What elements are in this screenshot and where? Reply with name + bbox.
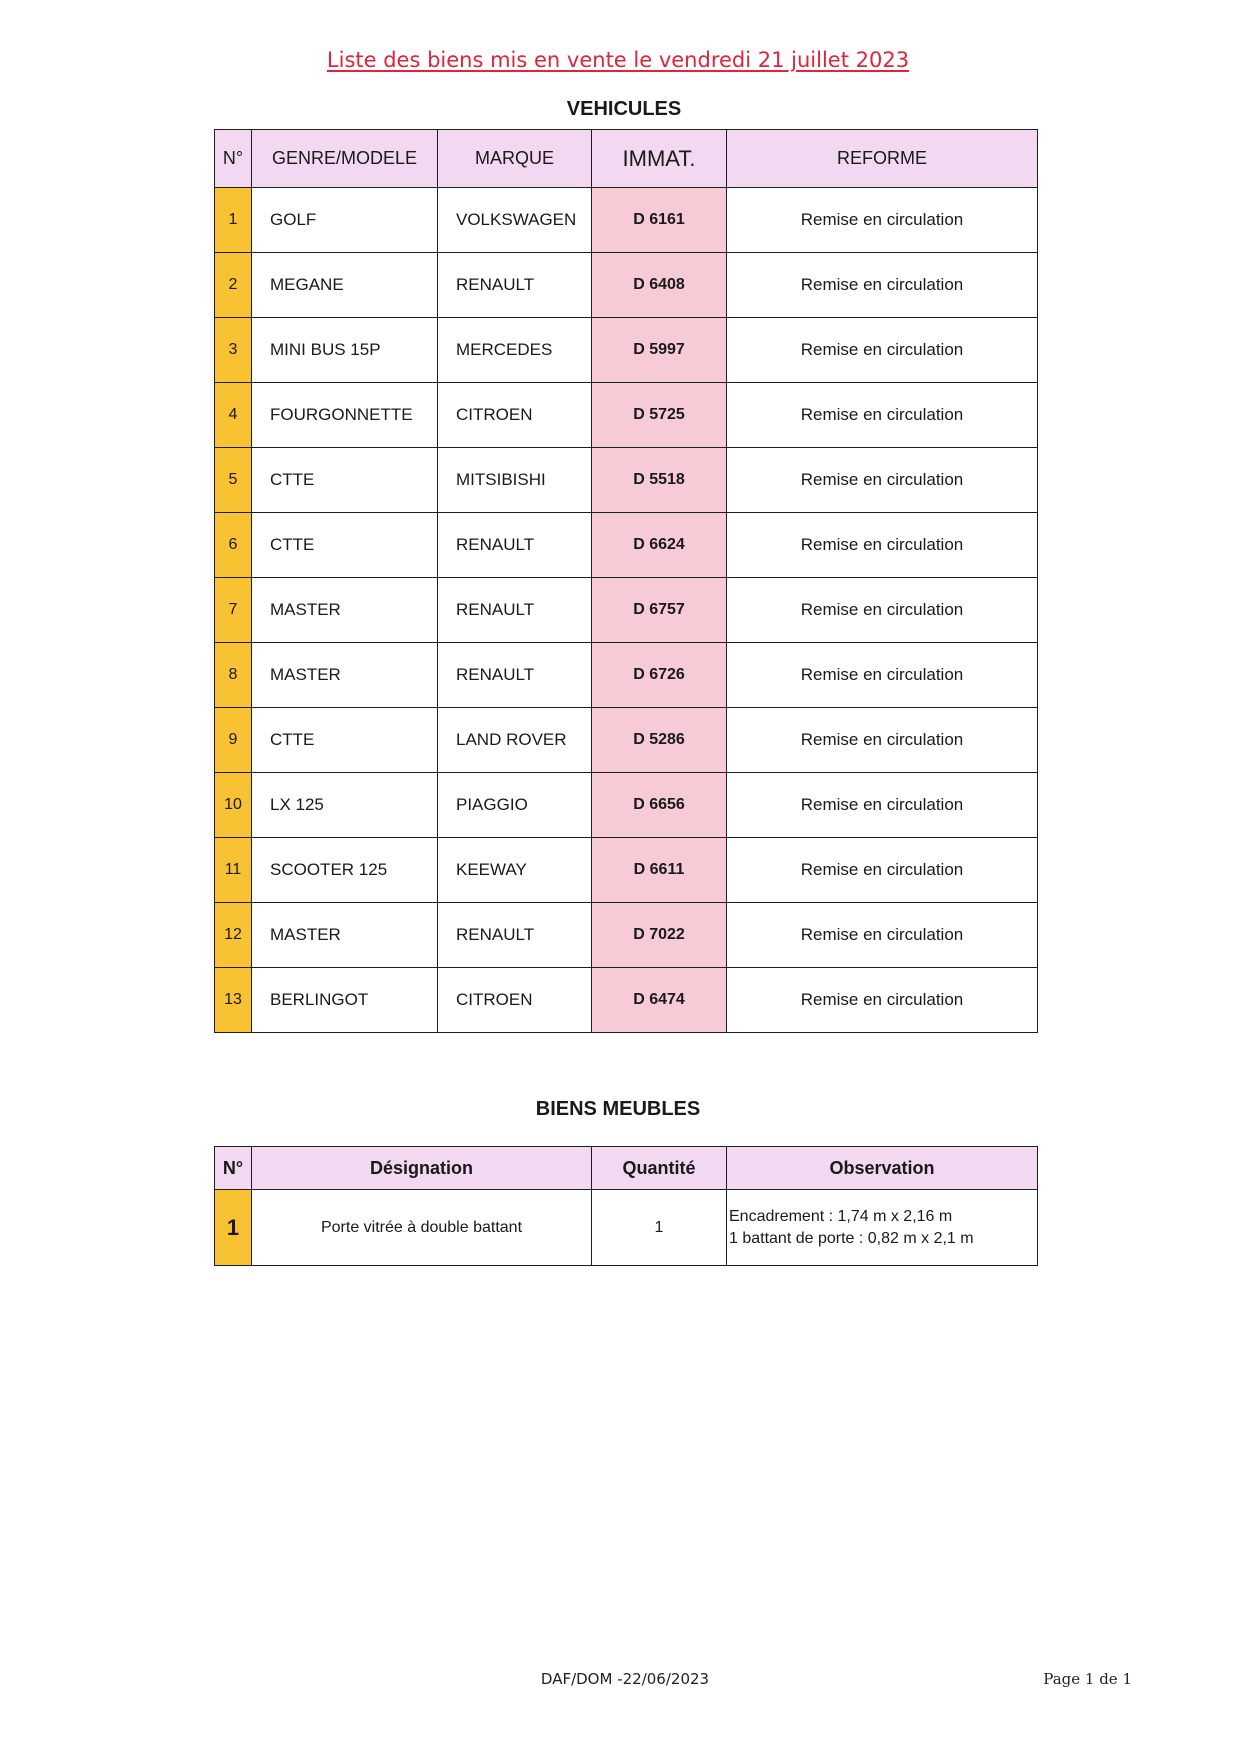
observation-line: Encadrement : 1,74 m x 2,16 m bbox=[729, 1207, 953, 1225]
row-immat: D 7022 bbox=[592, 903, 727, 968]
row-model: MASTER bbox=[252, 643, 438, 708]
furniture-header-row bbox=[215, 1147, 1038, 1190]
row-num: 7 bbox=[215, 578, 252, 643]
row-immat: D 5518 bbox=[592, 448, 727, 513]
table-row bbox=[215, 448, 1038, 513]
row-model: CTTE bbox=[252, 513, 438, 578]
row-reform: Remise en circulation bbox=[727, 708, 1038, 773]
row-num: 3 bbox=[215, 318, 252, 383]
row-brand: RENAULT bbox=[438, 253, 592, 318]
row-reform: Remise en circulation bbox=[727, 903, 1038, 968]
table-row bbox=[215, 838, 1038, 903]
row-num: 10 bbox=[215, 773, 252, 838]
row-immat: D 5725 bbox=[592, 383, 727, 448]
row-immat: D 6161 bbox=[592, 188, 727, 253]
row-reform: Remise en circulation bbox=[727, 578, 1038, 643]
furniture-section-title: BIENS MEUBLES bbox=[535, 1098, 701, 1120]
header-model: GENRE/MODELE bbox=[252, 130, 438, 188]
row-immat: D 6611 bbox=[592, 838, 727, 903]
footer-page-number: Page 1 de 1 bbox=[1043, 1670, 1132, 1688]
header-observation: Observation bbox=[727, 1147, 1038, 1190]
row-num: 5 bbox=[215, 448, 252, 513]
header-num: N° bbox=[215, 130, 252, 188]
row-brand: MITSIBISHI bbox=[438, 448, 592, 513]
row-reform: Remise en circulation bbox=[727, 838, 1038, 903]
row-model: MEGANE bbox=[252, 253, 438, 318]
table-row bbox=[215, 708, 1038, 773]
row-reform: Remise en circulation bbox=[727, 513, 1038, 578]
row-num: 13 bbox=[215, 968, 252, 1033]
furniture-table bbox=[214, 1146, 1038, 1266]
footer-reference: DAF/DOM -22/06/2023 bbox=[540, 1670, 710, 1688]
page-title: Liste des biens mis en vente le vendredi 21 juillet 2023 bbox=[326, 48, 910, 72]
table-row bbox=[215, 253, 1038, 318]
row-model: MINI BUS 15P bbox=[252, 318, 438, 383]
row-model: GOLF bbox=[252, 188, 438, 253]
table-row bbox=[215, 1190, 1038, 1266]
row-model: CTTE bbox=[252, 448, 438, 513]
header-immat: IMMAT. bbox=[592, 130, 727, 188]
row-brand: PIAGGIO bbox=[438, 773, 592, 838]
row-brand: MERCEDES bbox=[438, 318, 592, 383]
row-immat: D 6624 bbox=[592, 513, 727, 578]
row-reform: Remise en circulation bbox=[727, 448, 1038, 513]
header-brand: MARQUE bbox=[438, 130, 592, 188]
row-num: 1 bbox=[215, 1190, 252, 1266]
vehicles-section-title: VEHICULES bbox=[566, 98, 682, 120]
row-model: MASTER bbox=[252, 578, 438, 643]
table-row bbox=[215, 578, 1038, 643]
row-num: 12 bbox=[215, 903, 252, 968]
row-model: SCOOTER 125 bbox=[252, 838, 438, 903]
table-row bbox=[215, 383, 1038, 448]
observation-line: 1 battant de porte : 0,82 m x 2,1 m bbox=[729, 1229, 974, 1247]
row-model: LX 125 bbox=[252, 773, 438, 838]
row-model: FOURGONNETTE bbox=[252, 383, 438, 448]
table-row bbox=[215, 903, 1038, 968]
vehicles-header-row bbox=[215, 130, 1038, 188]
row-reform: Remise en circulation bbox=[727, 383, 1038, 448]
header-reform: REFORME bbox=[727, 130, 1038, 188]
row-reform: Remise en circulation bbox=[727, 773, 1038, 838]
row-quantity: 1 bbox=[592, 1190, 727, 1266]
row-num: 8 bbox=[215, 643, 252, 708]
table-row bbox=[215, 773, 1038, 838]
row-reform: Remise en circulation bbox=[727, 968, 1038, 1033]
row-reform: Remise en circulation bbox=[727, 643, 1038, 708]
table-row bbox=[215, 968, 1038, 1033]
header-num: N° bbox=[215, 1147, 252, 1190]
row-num: 11 bbox=[215, 838, 252, 903]
row-immat: D 6656 bbox=[592, 773, 727, 838]
header-quantity: Quantité bbox=[592, 1147, 727, 1190]
row-immat: D 6408 bbox=[592, 253, 727, 318]
row-observation bbox=[727, 1190, 1038, 1266]
row-model: BERLINGOT bbox=[252, 968, 438, 1033]
row-brand: KEEWAY bbox=[438, 838, 592, 903]
row-reform: Remise en circulation bbox=[727, 188, 1038, 253]
row-model: CTTE bbox=[252, 708, 438, 773]
table-row bbox=[215, 318, 1038, 383]
row-brand: RENAULT bbox=[438, 578, 592, 643]
row-num: 4 bbox=[215, 383, 252, 448]
row-brand: CITROEN bbox=[438, 968, 592, 1033]
row-immat: D 6474 bbox=[592, 968, 727, 1033]
row-designation: Porte vitrée à double battant bbox=[252, 1190, 592, 1266]
row-reform: Remise en circulation bbox=[727, 318, 1038, 383]
row-reform: Remise en circulation bbox=[727, 253, 1038, 318]
vehicles-table bbox=[214, 129, 1038, 1033]
table-row bbox=[215, 643, 1038, 708]
row-brand: VOLKSWAGEN bbox=[438, 188, 592, 253]
row-immat: D 6757 bbox=[592, 578, 727, 643]
row-immat: D 5997 bbox=[592, 318, 727, 383]
row-brand: LAND ROVER bbox=[438, 708, 592, 773]
row-brand: CITROEN bbox=[438, 383, 592, 448]
row-num: 6 bbox=[215, 513, 252, 578]
row-brand: RENAULT bbox=[438, 903, 592, 968]
row-num: 9 bbox=[215, 708, 252, 773]
row-num: 1 bbox=[215, 188, 252, 253]
row-immat: D 6726 bbox=[592, 643, 727, 708]
row-immat: D 5286 bbox=[592, 708, 727, 773]
header-designation: Désignation bbox=[252, 1147, 592, 1190]
table-row bbox=[215, 188, 1038, 253]
row-brand: RENAULT bbox=[438, 513, 592, 578]
row-model: MASTER bbox=[252, 903, 438, 968]
row-brand: RENAULT bbox=[438, 643, 592, 708]
table-row bbox=[215, 513, 1038, 578]
row-num: 2 bbox=[215, 253, 252, 318]
